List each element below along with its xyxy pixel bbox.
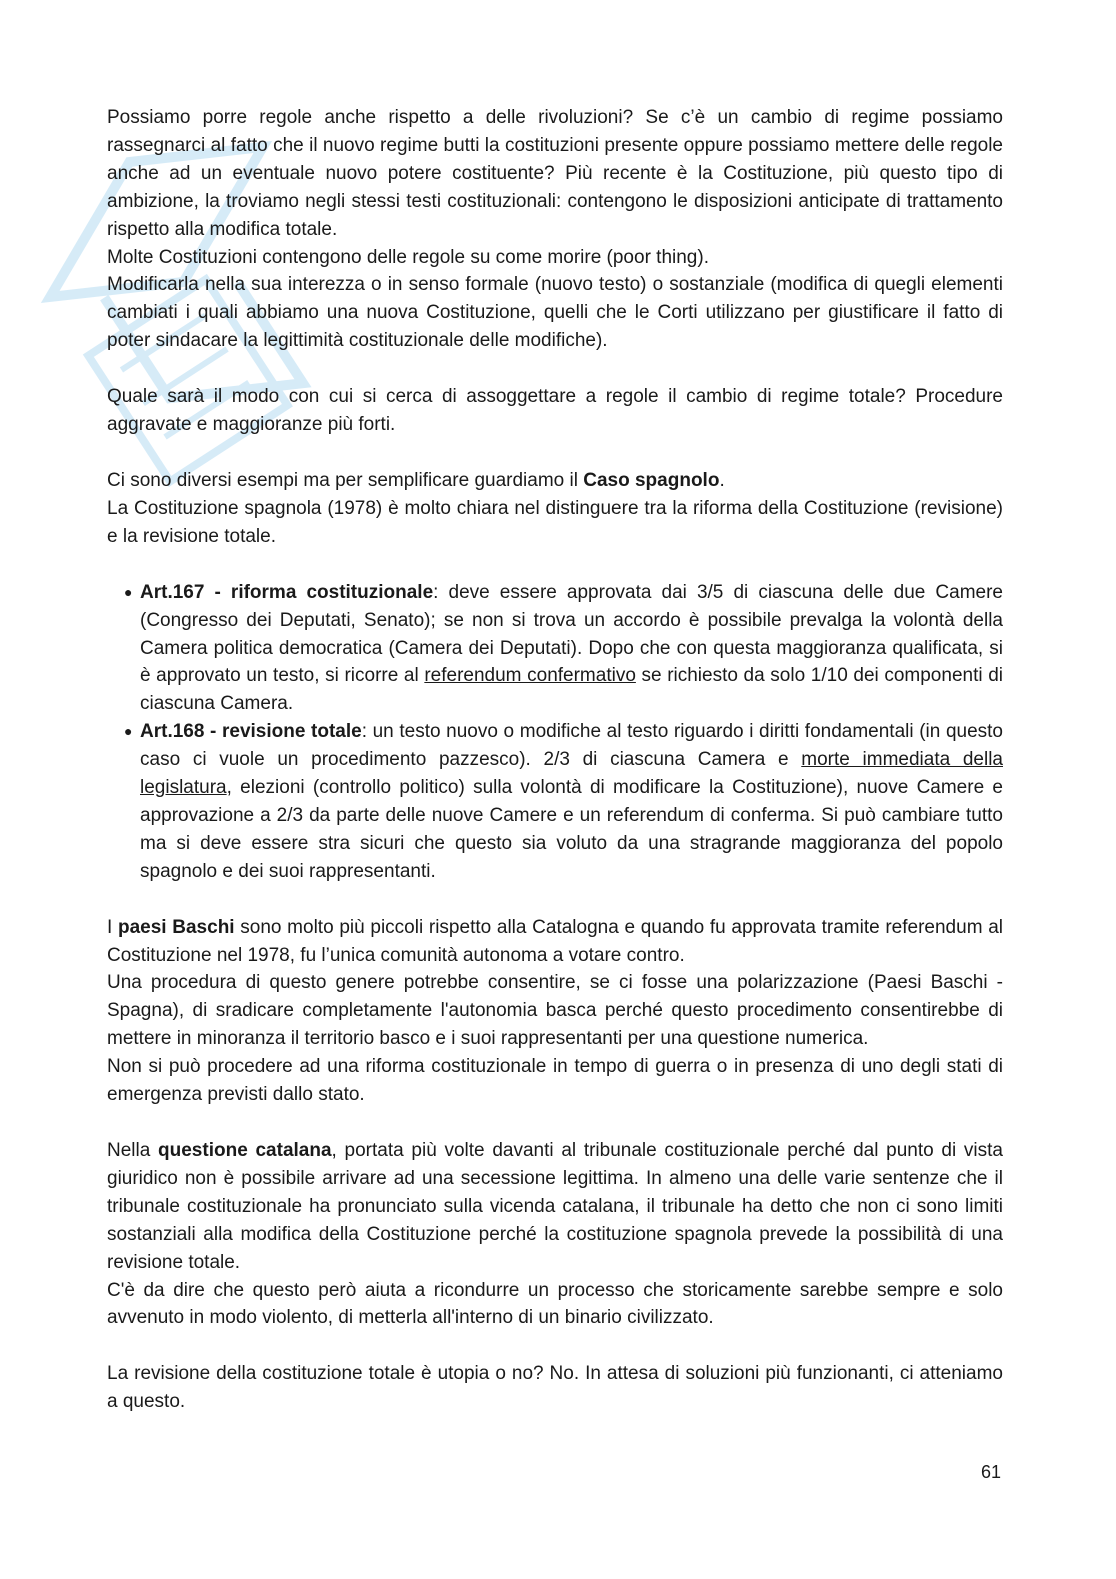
- paragraph-civilized: C'è da dire che questo però aiuta a ricondurre un processo che storicamente sarebbe sempre e solo avvenuto in modo violento, di metterla all'interno di un binario civilizzato.: [107, 1279, 1003, 1329]
- list-item-art167: ● Art.167 - riforma costituzionale: deve essere approvata dai 3/5 di ciascuna delle due Camere (Congresso dei Deputati, Senato); se non si trova un accordo è possibile prevalga la volontà della Camera politica democratica (Camera dei Deputati). Dopo che con questa maggioranza qualificata, si è approvato un testo, si ricorre al referendum confermativo se richiesto da solo 1/10 dei componenti di ciascuna Camera.: [107, 579, 1003, 719]
- paragraph-catalan: Nella questione catalana, portata più volte davanti al tribunale costituzionale perché dal punto di vista giuridico non è possibile arrivare ad una secessione legittima. In almeno una delle varie sentenze che il tribunale costituzionale ha pronunciato sulla vicenda catalana, il tribunale ha detto che non ci sono limiti sostanziali alla modifica della Costituzione perché la costituzione spagnola prevede la possibilità di una revisione totale.: [107, 1140, 1003, 1273]
- articles-list: [107, 579, 1003, 886]
- paragraph-procedures: Quale sarà il modo con cui si cerca di assoggettare a regole il cambio di regime totale? Procedure aggravate e maggioranze più forti.: [107, 386, 1003, 436]
- paragraph-how-to-die: Molte Costituzioni contengono delle regole su come morire (poor thing).: [107, 246, 709, 268]
- paragraph-utopia: La revisione della costituzione totale è utopia o no? No. In attesa di soluzioni più funzionanti, ci atteniamo a questo.: [107, 1363, 1003, 1413]
- paragraph-polarization: Una procedura di questo genere potrebbe consentire, se ci fosse una polarizzazione (Paesi Baschi - Spagna), di sradicare completamente l'autonomia basca perché questo procedimento consentirebbe di mettere in minoranza il territorio basco e i suoi rappresentanti per una questione numerica.: [107, 972, 1003, 1050]
- paragraph-spanish-constitution: La Costituzione spagnola (1978) è molto chiara nel distinguere tra la riforma della Costituzione (revisione) e la revisione totale.: [107, 497, 1003, 547]
- list-item-art168: ● Art.168 - revisione totale: un testo nuovo o modifiche al testo riguardo i diritti fondamentali (in questo caso ci vuole un procedimento pazzesco). 2/3 di ciascuna Camera e morte immediata della legislatura, elezioni (controllo politico) sulla volontà di modificare la Costituzione), nuove Camere e approvazione a 2/3 da parte delle nuove Camere e un referendum di conferma. Si può cambiare tutto ma si deve essere stra sicuri che questo sia voluto da una stragrande maggioranza del popolo spagnolo e dei suoi rappresentanti.: [107, 718, 1003, 885]
- page-number: 61: [981, 1462, 1002, 1482]
- bullet-icon: ●: [124, 723, 133, 740]
- paragraph-revolutions: Possiamo porre regole anche rispetto a delle rivoluzioni? Se c’è un cambio di regime possiamo rassegnarci al fatto che il nuovo regime butti la costituzioni presente oppure possiamo mettere delle regole anche ad un eventuale nuovo potere costituente? Più recente è la Costituzione, più questo tipo di ambizione, la troviamo negli stessi testi costituzionali: contengono le disposizioni anticipate di trattamento rispetto alla modifica totale.: [107, 107, 1003, 240]
- referendum-underline: referendum confermativo: [424, 665, 636, 687]
- legislature-underline: morte immediata della legislatura: [140, 749, 1003, 799]
- paragraph-basque: I paesi Baschi sono molto più piccoli rispetto alla Catalogna e quando fu approvata tramite referendum al Costituzione nel 1978, fu l’unica comunità autonoma a votare contro.: [107, 916, 1004, 966]
- paragraph-spanish-case: Ci sono diversi esempi ma per semplificare guardiamo il Caso spagnolo.: [107, 469, 725, 491]
- document-body: [107, 104, 1003, 1416]
- bullet-icon: ●: [124, 583, 133, 600]
- paragraph-modify-entirety: Modificarla nella sua interezza o in senso formale (nuovo testo) o sostanziale (modifica di quegli elementi cambiati i quali abbiamo una nuova Costituzione, quelli che le Corti utilizzano per giustificare il fatto di poter sindacare la legittimità costituzionale delle modifiche).: [107, 274, 1003, 352]
- paragraph-war-time: Non si può procedere ad una riforma costituzionale in tempo di guerra o in presenza di uno degli stati di emergenza previsti dallo stato.: [107, 1056, 1003, 1106]
- spanish-case-bold: Caso spagnolo: [583, 469, 720, 491]
